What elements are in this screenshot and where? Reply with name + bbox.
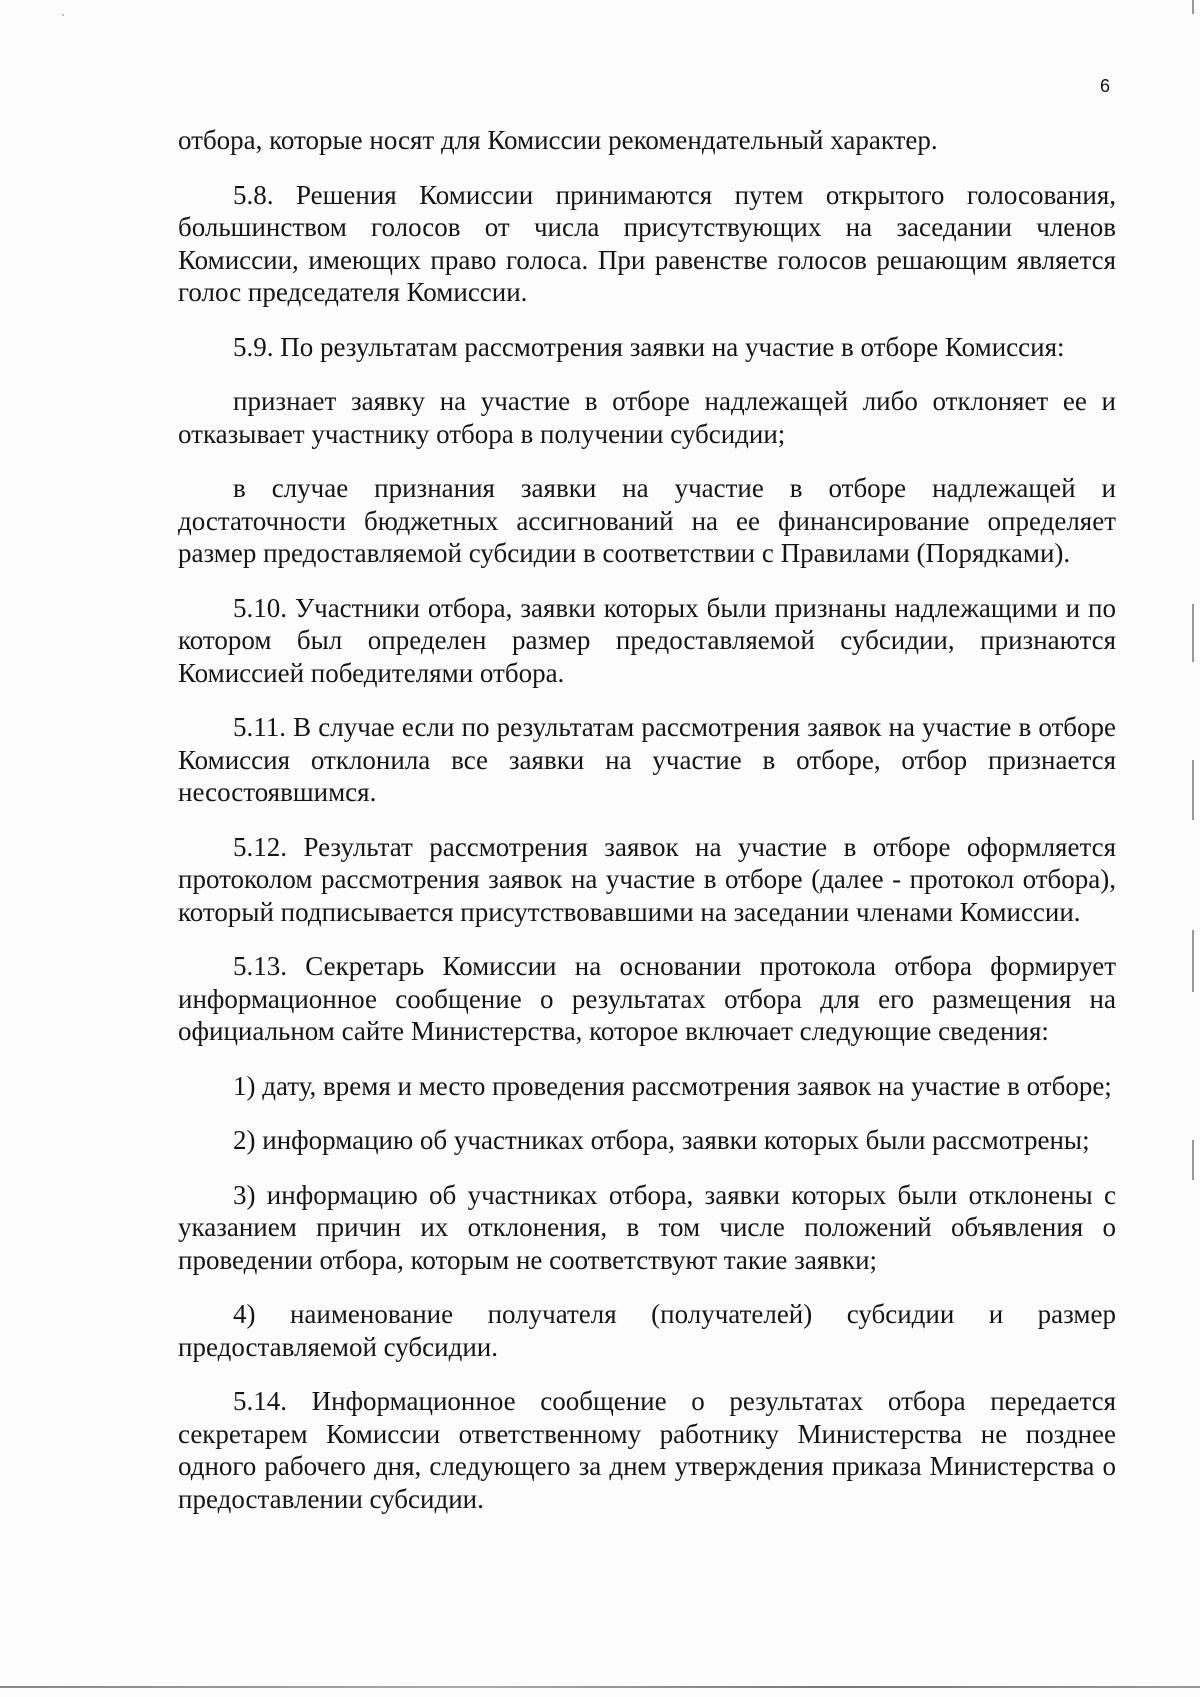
scan-edge-mark (1192, 0, 1194, 14)
scan-edge-mark (1192, 760, 1194, 820)
paragraph-5-13-item-2: 2) информацию об участниках отбора, заявки которых были рассмотрены; (233, 1125, 1090, 1155)
scan-bottom-edge (0, 1686, 1200, 1688)
document-body (178, 124, 1116, 1537)
paragraph-5-12: 5.12. Результат рассмотрения заявок на участие в отборе оформляется протоколом рассмотрения заявок на участие в отборе (далее - протокол отбора), который подписывается присутствовавшими на заседании членами Комиссии. (178, 831, 1116, 927)
paragraph-5-9-item-2: в случае признания заявки на участие в отборе надлежащей и достаточности бюджетных ассигнований на ее финансирование определяет размер предоставляемой субсидии в соответствии с Правилами (Порядками). (178, 473, 1116, 568)
paragraph-5-13: 5.13. Секретарь Комиссии на основании протокола отбора формирует информационное сообщение о результатах отбора для его размещения на официальном сайте Министерства, которое включает следующие сведения: (178, 951, 1116, 1046)
paragraph-5-10: 5.10. Участники отбора, заявки которых были признаны надлежащими и по котором был определен размер предоставляемой субсидии, признаются Комиссией победителями отбора. (178, 592, 1116, 688)
paragraph-5-13-item-1: 1) дату, время и место проведения рассмотрения заявок на участие в отборе; (233, 1070, 1112, 1101)
paragraph-5-8: 5.8. Решения Комиссии принимаются путем открытого голосования, большинством голосов от числа присутствующих на заседании членов Комиссии, имеющих право голоса. При равенстве голосов решающим является голос председателя Комиссии. (178, 179, 1116, 307)
paragraph-5-14: 5.14. Информационное сообщение о результатах отбора передается секретарем Комиссии ответственному работнику Министерства не позднее одного рабочего дня, следующего за днем утверждения приказа Министерства о предоставлении субсидии. (178, 1386, 1116, 1514)
scan-speck (62, 14, 64, 16)
paragraph-5-9-item-1: признает заявку на участие в отборе надлежащей либо отклоняет ее и отказывает участнику отбора в получении субсидии; (178, 386, 1116, 449)
scan-edge-mark (1192, 930, 1194, 992)
paragraph-5-13-item-4: 4) наименование получателя (получателей) субсидии и размер предоставляемой субсидии. (178, 1299, 1116, 1362)
paragraph-5-11: 5.11. В случае если по результатам рассмотрения заявок на участие в отборе Комиссия отклонила все заявки на участие в отборе, отбор признается несостоявшимся. (178, 712, 1116, 807)
page-number: 6 (1100, 76, 1111, 96)
scan-edge-mark (1192, 604, 1194, 662)
scan-edge-mark (1192, 1140, 1194, 1180)
paragraph-5-9: 5.9. По результатам рассмотрения заявки на участие в отборе Комиссия: (233, 331, 1065, 362)
paragraph-continuation: отбора, которые носят для Комиссии рекомендательный характер. (178, 125, 938, 155)
paragraph-5-13-item-3: 3) информацию об участниках отбора, заявки которых были отклонены с указанием причин их отклонения, в том числе положений объявления о проведении отбора, которым не соответствуют такие заявки; (178, 1179, 1116, 1275)
